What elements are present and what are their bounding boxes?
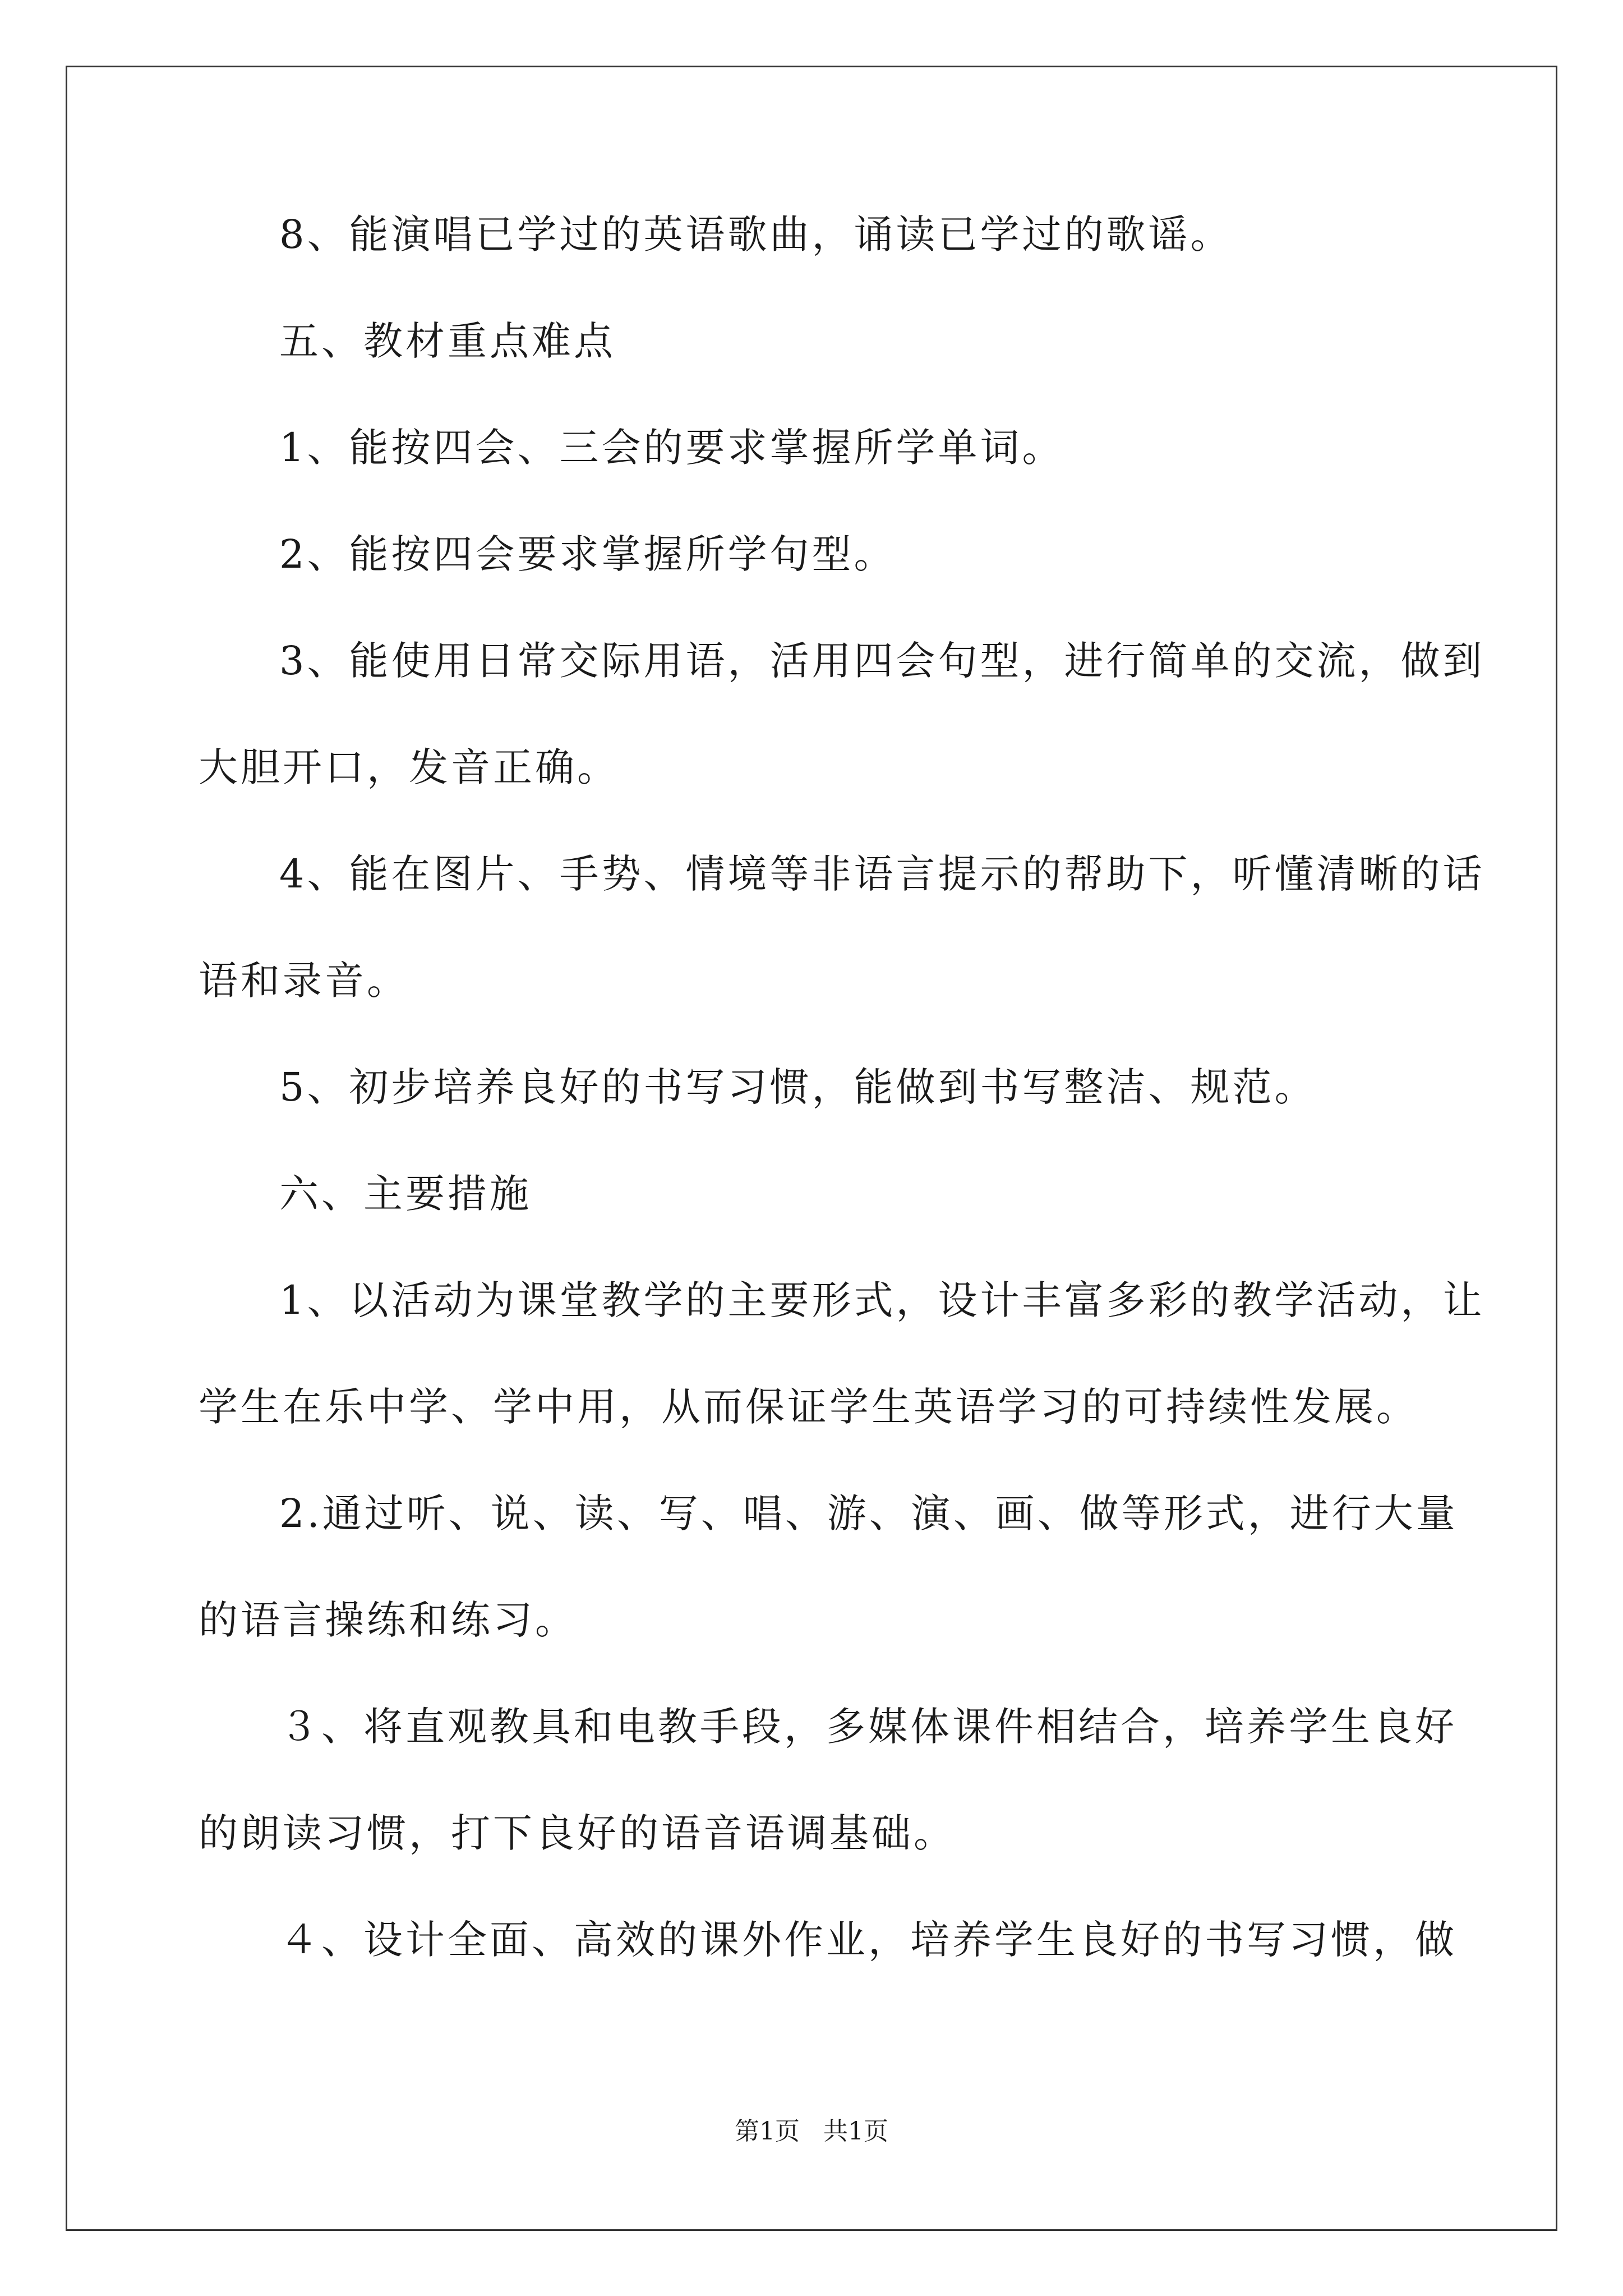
text-line: 4、能在图片、手势、情境等非语言提示的帮助下，听懂清晰的话 [279,851,1485,897]
page-footer [0,2115,1623,2148]
text-line: 3、能使用日常交际用语，活用四会句型，进行简单的交流，做到 [279,638,1485,684]
text-line: 2、能按四会要求掌握所学句型。 [279,531,896,577]
text-line: 2.通过听、说、读、写、唱、游、演、画、做等形式，进行大量 [279,1490,1458,1536]
text-line: 1、能按四会、三会的要求掌握所学单词。 [279,425,1064,471]
text-line: 的语言操练和练习。 [199,1597,577,1643]
text-line: ４、设计全面、高效的课外作业，培养学生良好的书写习惯，做 [279,1917,1457,1963]
text-line: ３、将直观教具和电教手段，多媒体课件相结合，培养学生良好 [279,1704,1457,1750]
text-line: 5、初步培养良好的书写习惯，能做到书写整洁、规范。 [279,1064,1317,1110]
text-line: 大胆开口，发音正确。 [199,744,619,790]
section-heading: 五、教材重点难点 [279,318,616,364]
text-line: 8、能演唱已学过的英语歌曲，诵读已学过的歌谣。 [279,211,1233,257]
section-heading: 六、主要措施 [279,1171,532,1217]
page-total: 共1页 [823,2117,888,2146]
text-line: 1、以活动为课堂教学的主要形式，设计丰富多彩的教学活动，让 [279,1277,1485,1323]
page-number: 第1页 [735,2117,800,2146]
page-border [66,66,1557,2231]
text-line: 语和录音。 [199,958,409,1004]
text-line: 学生在乐中学、学中用，从而保证学生英语学习的可持续性发展。 [199,1384,1418,1430]
text-line: 的朗读习惯，打下良好的语音语调基础。 [199,1810,956,1856]
